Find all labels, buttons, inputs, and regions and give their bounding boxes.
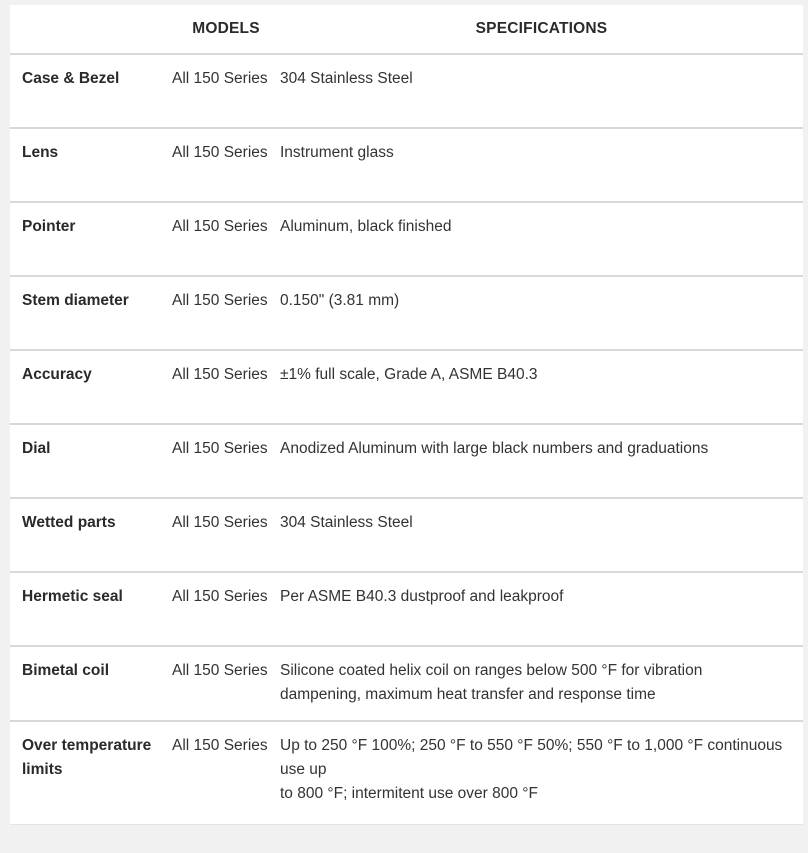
specifications-table (10, 5, 803, 819)
specification-text: Per ASME B40.3 dustproof and leakproof (280, 588, 564, 605)
header-property (10, 5, 172, 54)
specification-cell (280, 721, 803, 819)
specification-text: Instrument glass (280, 144, 394, 161)
specification-cell (280, 572, 803, 646)
property-label: Over temperature limits (22, 737, 152, 778)
property-label: Bimetal coil (10, 646, 172, 721)
specification-text: ±1% full scale, Grade A, ASME B40.3 (280, 366, 538, 383)
specification-text: Anodized Aluminum with large black numbers and graduations (280, 440, 709, 457)
specification-text: Silicone coated helix coil on ranges below 500 °F for vibration dampening, maximum heat transfer and response time (280, 662, 703, 703)
property-label: Stem diameter (10, 276, 172, 350)
model-cell: All 150 Series (172, 128, 280, 202)
header-models: MODELS (172, 5, 280, 54)
specification-cell (280, 54, 803, 128)
specification-text: to 800 °F; intermitent use over 800 °F (280, 785, 538, 802)
table-row (10, 202, 803, 276)
specification-cell (280, 350, 803, 424)
table-header-row (10, 5, 803, 54)
specification-cell (280, 276, 803, 350)
property-label: Lens (10, 128, 172, 202)
table-row (10, 721, 803, 819)
specification-text: 304 Stainless Steel (280, 70, 413, 87)
model-cell: All 150 Series (172, 737, 268, 754)
specification-cell (280, 646, 803, 721)
specification-cell (280, 202, 803, 276)
property-label: Wetted parts (10, 498, 172, 572)
table-row (10, 276, 803, 350)
property-label: Dial (10, 424, 172, 498)
model-cell: All 150 Series (172, 646, 280, 721)
property-label: Hermetic seal (10, 572, 172, 646)
model-cell: All 150 Series (172, 202, 280, 276)
specification-cell (280, 128, 803, 202)
model-cell: All 150 Series (172, 276, 280, 350)
model-cell: All 150 Series (172, 54, 280, 128)
model-cell: All 150 Series (172, 350, 280, 424)
model-cell: All 150 Series (172, 424, 280, 498)
table-row (10, 54, 803, 128)
table-row (10, 424, 803, 498)
model-cell: All 150 Series (172, 572, 280, 646)
table-row (10, 572, 803, 646)
table-row (10, 350, 803, 424)
specification-text: Up to 250 °F 100%; 250 °F to 550 °F 50%; 550 °F to 1,000 °F continuous use up (280, 737, 783, 778)
table-row (10, 646, 803, 721)
property-label: Accuracy (10, 350, 172, 424)
specification-text: 0.150" (3.81 mm) (280, 292, 400, 309)
table-row (10, 498, 803, 572)
table-row (10, 128, 803, 202)
property-label: Case & Bezel (10, 54, 172, 128)
property-label: Pointer (10, 202, 172, 276)
model-cell: All 150 Series (172, 498, 280, 572)
header-specifications: SPECIFICATIONS (280, 5, 803, 54)
specifications-panel (10, 5, 803, 825)
specification-cell (280, 498, 803, 572)
specification-text: 304 Stainless Steel (280, 514, 413, 531)
specification-cell (280, 424, 803, 498)
table-body (10, 54, 803, 819)
specification-text: Aluminum, black finished (280, 218, 452, 235)
